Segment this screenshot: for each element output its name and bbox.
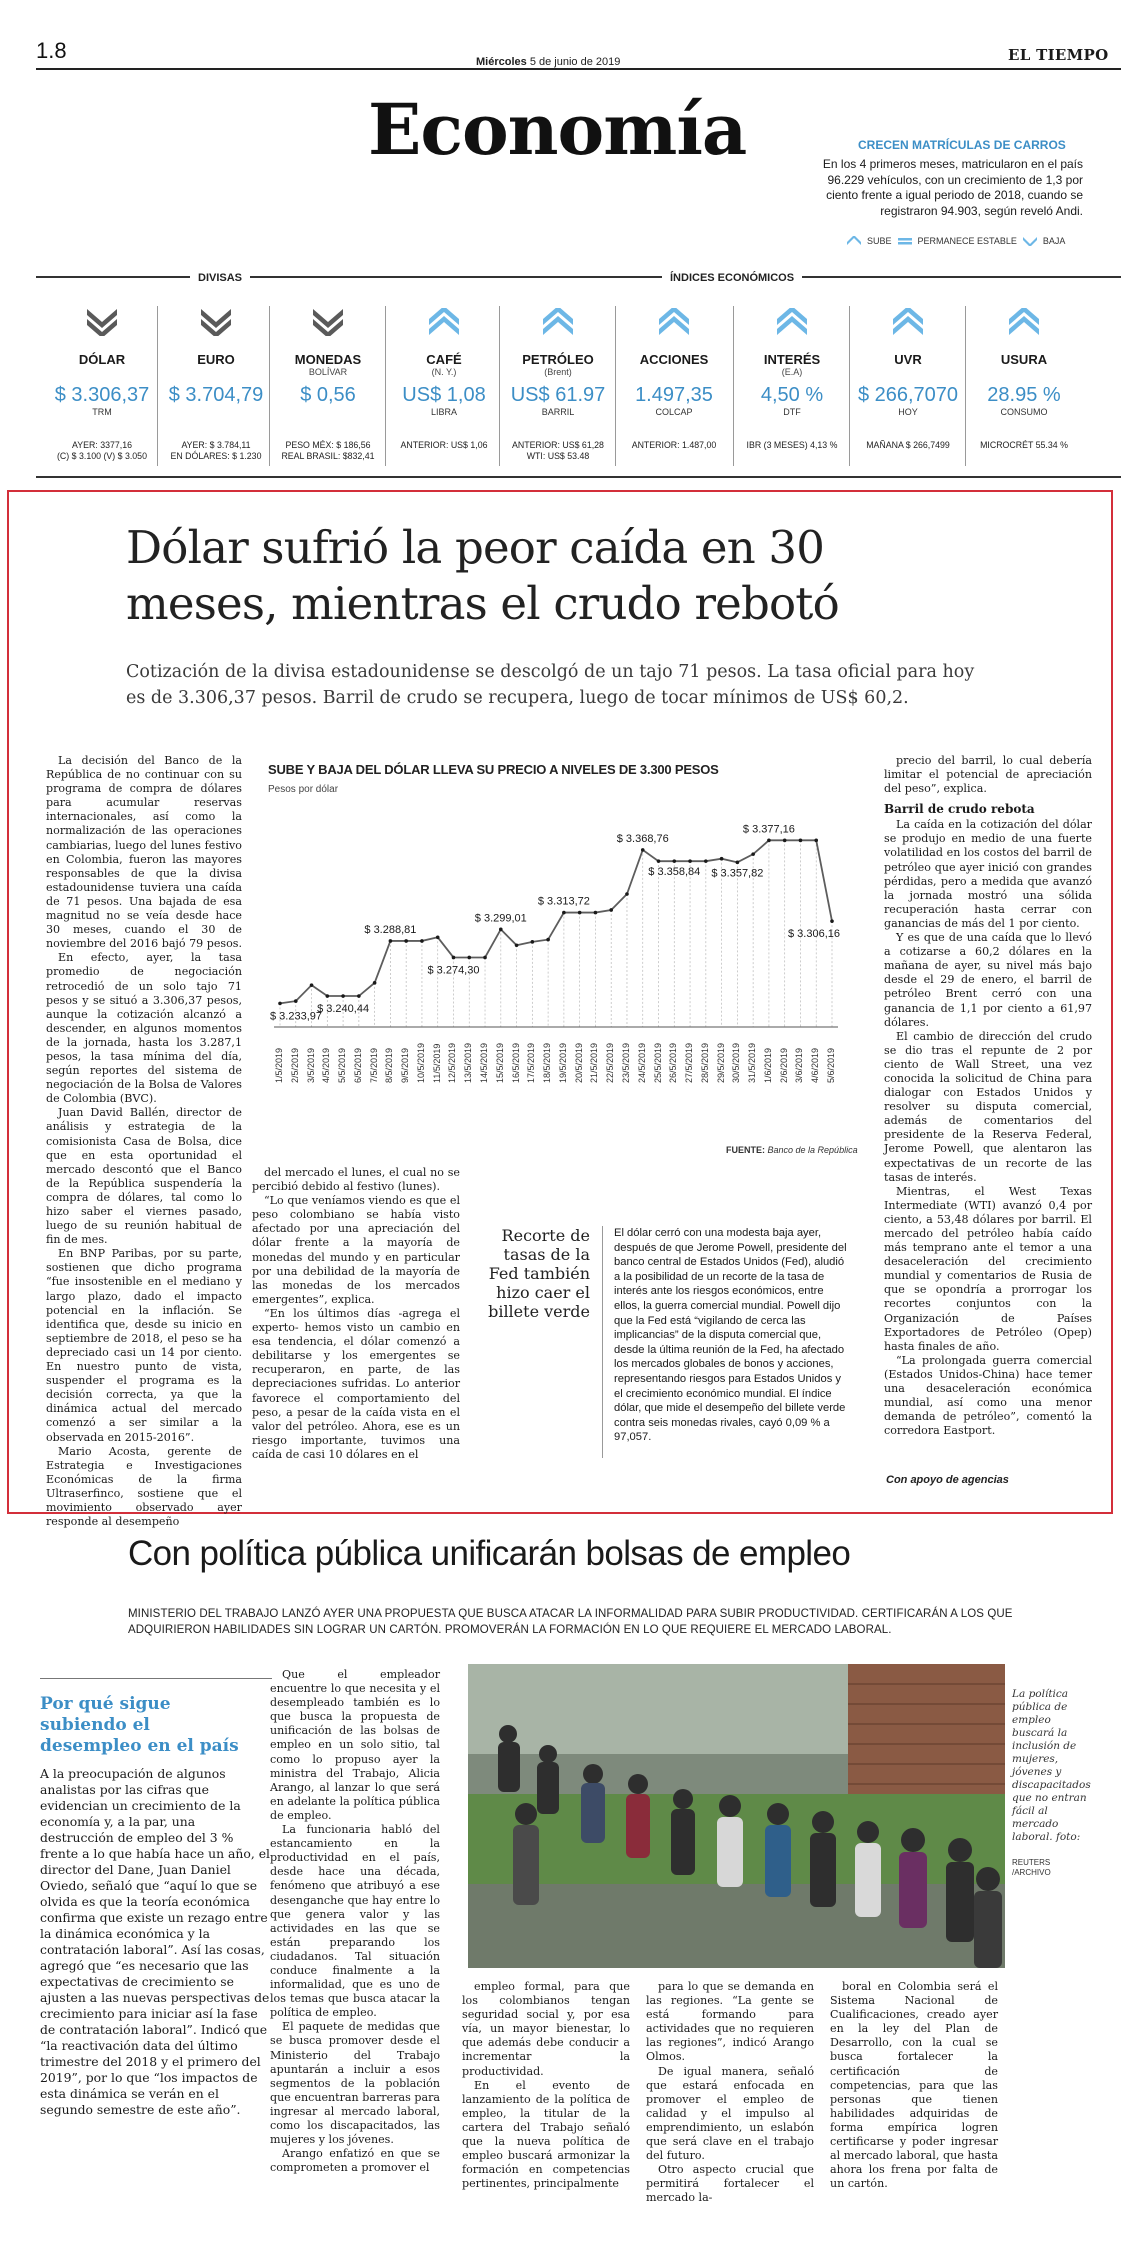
indicator-value: $ 3.306,37 [54, 384, 150, 406]
photo-credit: REUTERS /ARCHIVO [1012, 1858, 1051, 1877]
article1-col2 [252, 1166, 460, 1462]
data-point [641, 848, 645, 852]
article2-col3-paragraph: Otro aspecto crucial que permitirá fortalecer el mercado la- [646, 2163, 814, 2205]
up-trend-icon [893, 308, 923, 336]
data-point [294, 999, 298, 1003]
data-point [736, 861, 740, 865]
col3-subhead: Barril de crudo rebota [884, 802, 1035, 817]
data-label: $ 3.368,76 [616, 832, 669, 845]
indicator-subtext: BARRIL [541, 407, 575, 417]
sidebar-note-body: En los 4 primeros meses, matricularon en el país 96.229 vehículos, con un crecimiento de 1,3 por ciento frente a igual periodo de 2018, cuando se registraron 94.903, según reveló Andi. [822, 157, 1083, 218]
up-trend-icon [1009, 308, 1039, 336]
indicators-bottom-rule [36, 476, 1121, 478]
indicator-name: UVR [894, 352, 922, 367]
indicator-divider [965, 306, 966, 466]
data-label: $ 3.377,16 [742, 823, 795, 836]
x-tick-label: 17/5/2019 [526, 1042, 537, 1083]
data-point [657, 859, 661, 863]
x-tick-label: 12/5/2019 [447, 1042, 458, 1083]
article1-col1-paragraph: En efecto, ayer, la tasa promedio de negociación retrocedió de un solo tajo 71 pesos y se situó a 3.306,37 pesos, aunque la cotización alcanzó a descender, en algunos momentos de la jornada, hasta los 3.287,1 pesos, la tasa mínima del día, según reportes del sistema de negociación de la Bolsa de Valores de Colombia (BVC). [46, 951, 242, 1106]
article1-credit: Con apoyo de agencias [886, 1474, 1009, 1486]
indicator-divider [733, 306, 734, 466]
indicator-divider [269, 306, 270, 466]
indicator-footnote: IBR (3 MESES) 4,13 % [746, 440, 838, 450]
data-point [751, 852, 755, 856]
chart-subtitle: Pesos por dólar [268, 784, 339, 795]
x-tick-label: 15/5/2019 [494, 1042, 505, 1083]
data-point [688, 859, 692, 863]
article1-col3b-paragraph: “La prolongada guerra comercial (Estados Unidos-China) hace temer una desaceleración económica mundial, así como una menor demanda de petróleo”, comentó la corredora Eastport. [884, 1353, 1092, 1438]
indicator-unit: BOLÍVAR [308, 367, 348, 377]
indicator-name: EURO [197, 352, 235, 367]
data-point [578, 911, 582, 915]
data-point [783, 839, 787, 843]
data-label: $ 3.358,84 [648, 866, 701, 879]
data-point [814, 839, 818, 843]
page-number: 1.8 [36, 38, 67, 63]
data-label: $ 3.313,72 [537, 895, 590, 908]
data-point [767, 839, 771, 843]
indicator-interés [736, 306, 848, 466]
x-tick-label: 14/5/2019 [479, 1042, 490, 1083]
x-tick-label: 4/6/2019 [810, 1047, 821, 1083]
indicator-divider [615, 306, 616, 466]
data-label: $ 3.306,16 [788, 928, 840, 941]
article1-col1 [46, 754, 242, 1529]
data-point [373, 981, 377, 985]
indicator-name: MONEDAS [294, 352, 362, 367]
callout-rule [602, 1226, 603, 1458]
data-point [531, 940, 535, 944]
indicator-divider [157, 306, 158, 466]
indicator-value: US$ 61.97 [510, 384, 606, 406]
chart-source-name: Banco de la República [767, 1145, 858, 1155]
article2-col3-paragraph: para lo que se demanda en las regiones. “La gente se está formando para actividades que no requieren las regiones”, indicó Arango Olmos. [646, 1980, 814, 2064]
down-trend-icon [313, 308, 343, 336]
x-tick-label: 7/5/2019 [368, 1047, 379, 1083]
data-label: $ 3.233,97 [270, 1010, 322, 1023]
indicator-name: USURA [1000, 352, 1048, 367]
x-tick-label: 13/5/2019 [463, 1042, 474, 1083]
indicator-subtext: CONSUMO [1000, 407, 1048, 417]
indicator-value: 4,50 % [760, 384, 824, 406]
article2-col1-paragraph: La funcionaria habló del estancamiento en la productividad en el país, desde hace una década, fenómeno que atribuyó a ese desenganche que hay entre lo que genera valor y las actividades en las que se están preparando los ciudadanos. Tal situación conduce finalmente a la informalidad, que es uno de los temas que busca atacar la política de empleo. [270, 1823, 440, 2020]
article1-col1-paragraph: La decisión del Banco de la República de no continuar con su programa de compra de dólares para acumular reservas internacionales, así como la normalización de las operaciones cambiarias, luego del lunes festivo en Colombia, fueron las mayores responsables de que la divisa estadounidense tuviera una caída de 71 pesos. Una bajada de esa magnitud no se veía desde hace 30 meses, cuando el 30 de noviembre del 2016 bajó 79 pesos. [46, 754, 242, 951]
up-trend-icon [543, 308, 573, 336]
stable-legend-icon [898, 236, 912, 246]
indicator-name: INTERÉS [763, 352, 821, 367]
x-tick-label: 16/5/2019 [510, 1042, 521, 1083]
legend-up: SUBE [867, 236, 892, 246]
x-tick-label: 2/6/2019 [778, 1047, 789, 1083]
indicator-footnote: MICROCRÉT 55.34 % [980, 440, 1068, 450]
indicator-footnote: MAÑANA $ 266,7499 [866, 440, 950, 450]
article1-col2-paragraph: “En los últimos días -agrega el experto- hemos visto un cambio en esa tendencia, el dólar comenzó a debilitarse y los emergentes se recuperaron, en parte, de las depreciaciones sufridas. Lo anterior favorece el comportamiento del peso, a pesar de la caída vista en el valor del petróleo. Ahora, ese es un riesgo importante, tuvimos una caída de casi 10 dólares en el [252, 1306, 460, 1461]
indicator-value: 28.95 % [987, 384, 1061, 406]
indicator-euro [160, 306, 272, 466]
sidebar-box-rule [40, 1678, 272, 1679]
indicator-name: CAFÉ [426, 352, 462, 367]
x-tick-label: 5/5/2019 [337, 1047, 348, 1083]
indicator-value: $ 0,56 [300, 384, 356, 406]
data-point [704, 859, 708, 863]
data-point [420, 939, 424, 943]
legend-stable: PERMANECE ESTABLE [917, 236, 1017, 246]
article2-col2 [462, 1980, 630, 2191]
indicator-subtext: COLCAP [655, 407, 693, 417]
x-tick-label: 11/5/2019 [431, 1043, 442, 1083]
article1-col1-paragraph: Juan David Ballén, director de análisis y estrategia de la comisionista Casa de Bolsa, dice que en esta oportunidad el mercado descontó que el Banco de la República suspendería la compra de dólares, tal como lo hizo saber el viernes pasado, luego de su reunión habitual de fin de mes. [46, 1106, 242, 1247]
data-point [310, 983, 314, 987]
x-tick-label: 20/5/2019 [573, 1042, 584, 1083]
x-tick-label: 5/6/2019 [826, 1047, 836, 1083]
up-legend-icon [847, 236, 861, 246]
chart-source [726, 1145, 858, 1155]
indicator-value: $ 266,7070 [857, 384, 959, 406]
x-tick-label: 8/5/2019 [384, 1047, 395, 1083]
data-label: $ 3.357,82 [711, 867, 764, 880]
article2-col1-paragraph: Que el empleador encuentre lo que necesita y el desempleado también es lo que busca la propuesta de unificación de las bolsas de empleo en un solo sitio, tal como lo propuso ayer la ministra del Trabajo, Alicia Arango, al lanzar lo que será en adelante la política pública de empleo. [270, 1668, 440, 1822]
header-rule [36, 68, 1121, 70]
date-rest: 5 de junio de 2019 [529, 56, 621, 68]
article1-col2-paragraph: del mercado el lunes, el cual no se percibió debido al festivo (lunes). [252, 1166, 460, 1194]
data-point [625, 892, 629, 896]
data-point [720, 857, 724, 861]
x-tick-label: 2/5/2019 [289, 1047, 300, 1083]
x-tick-label: 1/5/2019 [274, 1047, 284, 1083]
indicator-subtext [272, 407, 384, 418]
callout-body: El dólar cerró con una modesta baja ayer, después de que Jerome Powell, presidente del banco central de Estados Unidos (Fed), aludió a la posibilidad de un recorte de la tasa de interés ante los riesgos económicos, entre ellos, la guerra comercial mundial. Powell dijo que la Fed está “vigilando de cerca las implicancias” de la disputa comercial que, desde la última reunión de la Fed, ha afectado los mercados globales de bonos y acciones, representando riesgos para Estados Unidos y el crecimiento económico mundial. El índice dólar, que mide el desempeño del billete verde contra seis monedas rivales, cayó 0,09 % a 97,057. [614, 1227, 847, 1444]
article1-col3 [884, 754, 1092, 1438]
x-tick-label: 19/5/2019 [557, 1042, 568, 1083]
indicator-unit: (Brent) [544, 367, 572, 377]
indicator-dólar [46, 306, 158, 466]
indicator-unit [852, 367, 964, 378]
x-tick-label: 10/5/2019 [415, 1042, 426, 1083]
indicator-petróleo [502, 306, 614, 466]
article2-headline: Con política pública unificarán bolsas de empleo [128, 1534, 851, 1573]
data-label: $ 3.299,01 [474, 912, 527, 925]
article2-col4 [830, 1980, 998, 2191]
x-tick-label: 9/5/2019 [400, 1047, 411, 1083]
indicator-unit [968, 367, 1080, 378]
down-trend-icon [201, 308, 231, 336]
data-point [594, 911, 598, 915]
indicator-footnote: AYER: 3377,16 (C) $ 3.100 (V) $ 3.050 [57, 440, 147, 461]
article1-deck: Cotización de la divisa estadounidense se descolgó de un tajo 71 pesos. La tasa oficial para hoy es de 3.306,37 pesos. Barril de crudo se recupera, luego de tocar mínimos de US$ 60,2. [126, 662, 975, 708]
x-tick-label: 29/5/2019 [715, 1042, 726, 1083]
article2-col1 [270, 1668, 440, 2175]
article1-headline: Dólar sufrió la peor caída en 30 meses, mientras el crudo rebotó [126, 521, 839, 630]
data-point [483, 956, 487, 960]
x-tick-label: 24/5/2019 [636, 1042, 647, 1083]
series-line [280, 840, 832, 1003]
indicator-divider [849, 306, 850, 466]
indicator-footnote: AYER: $ 3.784,11 EN DÓLARES: $ 1.230 [170, 440, 262, 461]
chart-title: SUBE Y BAJA DEL DÓLAR LLEVA SU PRECIO A NIVELES DE 3.300 PESOS [268, 762, 719, 777]
data-point [341, 994, 345, 998]
x-tick-label: 6/5/2019 [352, 1047, 363, 1083]
indicator-divider [499, 306, 500, 466]
chart-source-label: FUENTE: [726, 1145, 765, 1155]
up-trend-icon [659, 308, 689, 336]
indicator-café [388, 306, 500, 466]
indicator-name: DÓLAR [78, 352, 126, 367]
data-point [562, 911, 566, 915]
date-day: Miércoles [476, 56, 527, 68]
x-tick-label: 25/5/2019 [652, 1042, 663, 1083]
indicator-footnote: ANTERIOR: US$ 61,28 WTI: US$ 53.48 [512, 440, 604, 461]
indicator-acciones [618, 306, 730, 466]
trend-legend [847, 236, 1065, 246]
article1-col3b-paragraph: El cambio de dirección del crudo se dio tras el repunte de 2 por ciento de Wall Street, una vez conocida la solicitud de China para dialogar con Estados Unidos y resolver su disputa comercial, además de comentarios del presidente de la Reserva Federal, Jerome Powell, que alentaron las expectativas de un recorte de las tasas de interés. [884, 1029, 1092, 1184]
article1-col3b-paragraph: Y es que de una caída que lo llevó a cotizarse a 60,2 dólares en la mañana de ayer, su nivel más bajo desde el 29 de enero, el barril de petróleo Brent cerró con una ganancia de 1,1 por ciento a 61,97 dólares. [884, 931, 1092, 1029]
data-label: $ 3.288,81 [364, 923, 417, 936]
indicator-subtext: HOY [898, 407, 918, 417]
x-tick-label: 28/5/2019 [699, 1042, 710, 1083]
data-label: $ 3.240,44 [317, 1003, 370, 1016]
article1-col1-paragraph: Mario Acosta, gerente de Estrategia e Investigaciones Económicas de la firma Ultraserfinco, sostiene que el movimiento observado ayer responde al desempeño [46, 1444, 242, 1529]
indices-label: ÍNDICES ECONÓMICOS [662, 272, 802, 284]
section-title: Economía [368, 88, 747, 171]
indicator-value: $ 3.704,79 [168, 384, 264, 406]
x-tick-label: 18/5/2019 [542, 1042, 553, 1083]
indicator-subtext: LIBRA [430, 407, 457, 417]
data-point [546, 938, 550, 942]
up-trend-icon [429, 308, 459, 336]
article2-sidebar-body: A la preocupación de algunos analistas por las cifras que evidencian un crecimiento de la economía y, a la par, una destrucción de empleo del 3 % frente a lo que había hace un año, el director del Dane, Juan Daniel Oviedo, señaló que “aquí lo que se olvida es que la teoría económica confirma que existe un rezago entre la dinámica económica y la contratación laboral”. Así las cosas, agregó que “es necesario que las expectativas de crecimiento se ajusten a las nuevas perspectivas de crecimiento para iniciar así la fase de contratación laboral”. Indicó que “la reactivación data del último trimestre del 2018 y el primero del 2019”, por lo que “los impactos de esta dinámica se verán en el segundo semestre de este año”. [40, 1766, 271, 2117]
article1-col1-paragraph: En BNP Paribas, por su parte, sostienen que dicho programa “fue insostenible en el mediano y largo plazo, dado el impacto potencial en la inflación. Se identifica que, desde su inicio en septiembre de 2018, el peso se ha depreciado casi un 14 por ciento. En nuestro punto de vista, suspender el programa es la decisión correcta, ya que la dinámica actual del mercado comenzó a ser similar a la observada en 2015-2016”. [46, 1247, 242, 1444]
article2-deck: MINISTERIO DEL TRABAJO LANZÓ AYER UNA PROPUESTA QUE BUSCA ATACAR LA INFORMALIDAD PARA SUBIR PRODUCTIVIDAD. CERTIFICARÁN A LOS QUE ADQUIRIERON HABILIDADES SIN LOGRAR UN CARTÓN. PROMOVERÁN LA FORMACIÓN EN LO QUE REQUIERE EL MERCADO LABORAL. [128, 1608, 1013, 1636]
article2-col1-paragraph: El paquete de medidas que se busca promover desde el Ministerio del Trabajo apuntarán a incluir a esos segmentos de la población que encuentran barreras para ingresar al mercado laboral, como los discapacitados, las mujeres y los jóvenes. [270, 2020, 440, 2147]
data-point [672, 859, 676, 863]
x-tick-label: 23/5/2019 [620, 1042, 631, 1083]
indicator-subtext: TRM [92, 407, 112, 417]
article2-col4-paragraph: boral en Colombia será el Sistema Nacional de Cualificaciones, creado ayer en la ley del Plan de Desarrollo, con la cual se busca fortalecer la certificación de competencias, para que las personas que tienen habilidades adquiridas de forma empírica logren certificarse y poder ingresar al mercado laboral, que hasta ahora los frena por falta de un cartón. [830, 1980, 998, 2191]
divisas-label: DIVISAS [190, 272, 250, 284]
data-point [326, 994, 330, 998]
x-tick-label: 3/5/2019 [305, 1047, 316, 1083]
data-point [609, 908, 613, 912]
data-point [499, 928, 503, 932]
data-point [515, 943, 519, 947]
article1-col3b-paragraph: La caída en la cotización del dólar se produjo en medio de una fuerte volatilidad en los costos del barril de petróleo que ayer inició con grandes pérdidas, pero a medida que avanzó la jornada mostró una sólida recuperación hasta cerrar con ganancias de más del 1 por ciento. [884, 818, 1092, 930]
indicator-divider [385, 306, 386, 466]
x-tick-label: 22/5/2019 [605, 1042, 616, 1083]
x-tick-label: 1/6/2019 [762, 1047, 773, 1083]
article2-col2-paragraph: En el evento de lanzamiento de la política de empleo, la titular de la cartera del Trabajo señaló que la nueva política de empleo buscará armonizar la formación en competencias pertinentes, principalmente [462, 2078, 630, 2191]
indicator-name: PETRÓLEO [522, 352, 594, 367]
newspaper-logo: EL TIEMPO [1008, 46, 1109, 64]
article1-col2-paragraph: “Lo que veníamos viendo es que el peso colombiano se había visto afectado por una apreciación del dólar frente a la mayoría de monedas del mundo y en particular por una debilidad de la mayoría de las monedas de los mercados emergentes”, explica. [252, 1194, 460, 1306]
x-tick-label: 31/5/2019 [747, 1042, 758, 1083]
dollar-line-chart [262, 800, 852, 1040]
article1-col3-paragraph: precio del barril, lo cual debería limitar el potencial de apreciación del peso”, explica. [884, 754, 1092, 796]
indicator-footnote: ANTERIOR: 1.487,00 [631, 440, 717, 450]
x-tick-label: 27/5/2019 [684, 1042, 695, 1083]
indicator-value: US$ 1,08 [402, 384, 486, 406]
data-label: $ 3.274,30 [427, 964, 480, 977]
data-point [436, 936, 440, 940]
data-point [278, 1002, 282, 1006]
indicator-unit [618, 367, 730, 378]
indicator-unit [160, 367, 272, 378]
x-tick-label: 21/5/2019 [589, 1042, 600, 1083]
x-tick-label: 30/5/2019 [731, 1042, 742, 1083]
indicator-value: 1.497,35 [635, 384, 713, 406]
down-trend-icon [87, 308, 117, 336]
data-point [830, 919, 834, 923]
data-point [452, 956, 456, 960]
data-point [389, 939, 393, 943]
article2-col2-paragraph: empleo formal, para que los colombianos tengan seguridad social y, por esa vía, un mayor bienestar, lo que además debe conducir a incrementar la productividad. [462, 1980, 630, 2078]
data-point [404, 939, 408, 943]
x-tick-label: 4/5/2019 [321, 1047, 332, 1083]
sidebar-note-title: CRECEN MATRÍCULAS DE CARROS [858, 138, 1066, 152]
indicator-unit: (E.A) [781, 367, 803, 377]
photo-caption: La política pública de empleo buscará la inclusión de mujeres, jóvenes y discapacitados que no entran fácil al mercado laboral. foto: [1012, 1688, 1091, 1843]
date-line [476, 56, 620, 68]
data-point [467, 956, 471, 960]
x-tick-label: 26/5/2019 [668, 1042, 679, 1083]
article2-col1-paragraph: Arango enfatizó en que se comprometen a promover el [270, 2147, 440, 2175]
data-point [357, 994, 361, 998]
down-legend-icon [1023, 236, 1037, 246]
data-point [799, 839, 803, 843]
legend-down: BAJA [1042, 236, 1066, 246]
article2-col3-paragraph: De igual manera, señaló que estará enfocada en promover el empleo de calidad y el impulso al emprendimiento, un eslabón que será clave en el trabajo del futuro. [646, 2064, 814, 2163]
article2-col3 [646, 1980, 814, 2206]
indicator-uvr [852, 306, 964, 466]
indicator-unit [46, 367, 158, 378]
x-tick-label: 3/6/2019 [794, 1047, 805, 1083]
article2-sidebar-title: Por qué sigue subiendo el desempleo en el país [40, 1694, 239, 1756]
indicator-monedas [272, 306, 384, 466]
up-trend-icon [777, 308, 807, 336]
article1-col3b-paragraph: Mientras, el West Texas Intermediate (WTI) avanzó 0,4 por ciento, a 53,48 dólares por barril. El mercado del petróleo había caído más temprano ante el temor a una desaceleración del crecimiento mundial y comentarios de Rusia de que se opondría a prorrogar los recortes conjuntos con la Organización de Países Exportadores de Petróleo (Opep) hasta finales de año. [884, 1184, 1092, 1353]
indicator-unit: (N. Y.) [431, 367, 457, 377]
indicator-name: ACCIONES [639, 352, 709, 367]
callout-title: Recorte de tasas de la Fed también hizo caer el billete verde [488, 1226, 590, 1321]
indicator-footnote: PESO MÉX: $ 186,56 REAL BRASIL: $832,41 [281, 440, 375, 461]
indicator-subtext: DTF [783, 407, 801, 417]
job-fair-photo [468, 1664, 1005, 1968]
indicator-footnote: ANTERIOR: US$ 1,06 [400, 440, 488, 450]
indicator-subtext [160, 407, 272, 418]
indicator-usura [968, 306, 1080, 466]
